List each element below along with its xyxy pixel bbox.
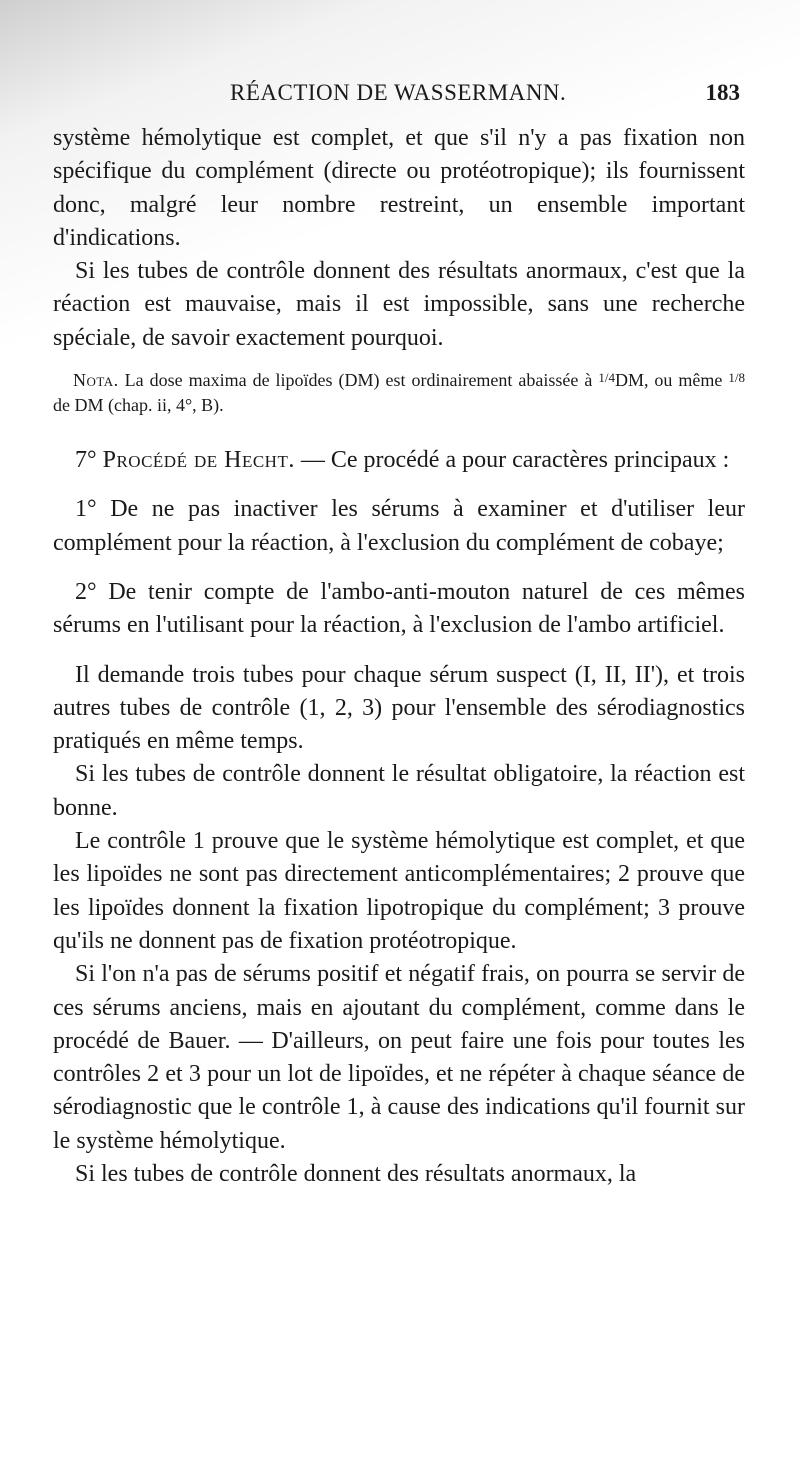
running-title: RÉACTION DE WASSERMANN. bbox=[230, 80, 567, 105]
page-number: 183 bbox=[705, 80, 740, 105]
list-item-1-number: 1° bbox=[75, 496, 97, 523]
list-item-1 bbox=[53, 493, 745, 560]
paragraph-6: Si l'on n'a pas de sérums positif et négatif frais, on pourra se servir de ces sérums anciens, mais en ajoutant du complément, comme dans le procédé de Bauer. — D'ailleurs, on peut faire une fois pour toutes les contrôles 2 et 3 pour un lot de lipoïdes, et ne répéter à chaque séance de sérodiagnostic que le contrôle 1, à cause des indications qu'il fournit sur le système hémolytique. bbox=[53, 961, 745, 1154]
nota-label: Nota. bbox=[73, 370, 119, 391]
section-title: Procédé de Hecht. bbox=[102, 447, 295, 474]
nota-text-2: DM, ou même bbox=[614, 370, 723, 391]
section-heading bbox=[53, 444, 745, 477]
page-body bbox=[53, 122, 745, 1191]
paragraph-7: Si les tubes de contrôle donnent des résultats anormaux, la bbox=[75, 1161, 637, 1188]
nota-text-1: La dose maxima de lipoïdes (DM) est ordinairement abaissée à bbox=[124, 370, 593, 391]
list-item-1-text: De ne pas inactiver les sérums à examiner et d'utiliser leur complément pour la réaction, à l'exclusion du complément de cobaye; bbox=[53, 496, 745, 556]
footnote-nota bbox=[53, 365, 745, 418]
section-intro: — Ce procédé a pour caractères principaux : bbox=[300, 447, 730, 474]
nota-fraction-1: 1/4 bbox=[598, 370, 615, 386]
page-header bbox=[52, 80, 740, 116]
paragraph-2: Si les tubes de contrôle donnent des résultats anormaux, c'est que la réaction est mauvaise, mais il est impossible, sans une recherche spéciale, de savoir exactement pourquoi. bbox=[53, 258, 745, 351]
paragraph-1: système hémolytique est complet, et que s'il n'y a pas fixation non spécifique du complément (directe ou protéotropique); ils fournissent donc, malgré leur nombre restreint, un ensemble important d'indications. bbox=[53, 125, 745, 251]
list-item-2-text: De tenir compte de l'ambo-anti-mouton naturel de ces mêmes sérums en l'utilisant pour la réaction, à l'exclusion de l'ambo artificiel. bbox=[53, 578, 745, 639]
list-item-2 bbox=[53, 576, 745, 643]
list-item-2-number: 2° bbox=[75, 578, 97, 605]
nota-text-3: de DM (chap. ii, 4°, B). bbox=[53, 395, 224, 416]
section-number: 7° bbox=[75, 447, 97, 474]
paragraph-3: Il demande trois tubes pour chaque sérum suspect (I, II, II'), et trois autres tubes de contrôle (1, 2, 3) pour l'ensemble des sérodiagnostics pratiqués en même temps. bbox=[53, 661, 745, 755]
paragraph-4: Si les tubes de contrôle donnent le résultat obligatoire, la réaction est bonne. bbox=[53, 761, 745, 821]
nota-fraction-2: 1/8 bbox=[728, 370, 746, 386]
paragraph-5: Le contrôle 1 prouve que le système hémolytique est complet, et que les lipoïdes ne sont pas directement anticomplémentaires; 2 prouve que les lipoïdes donnent la fixation lipotropique du complément; 3 prouve qu'ils ne donnent pas de fixation protéotropique. bbox=[53, 828, 745, 954]
